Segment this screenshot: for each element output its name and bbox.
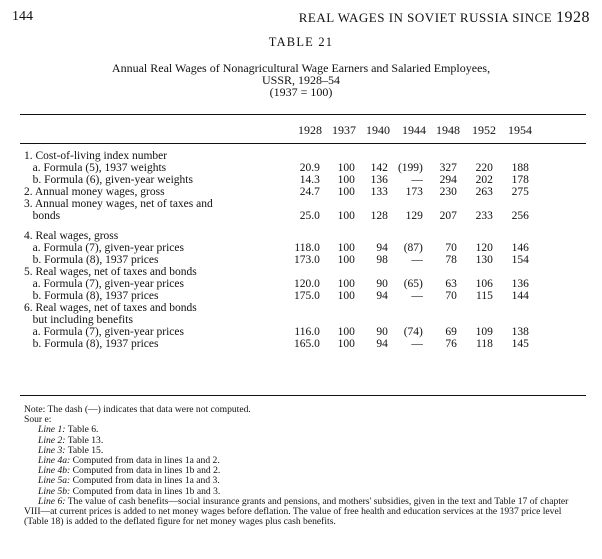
cell-1928: 118.0: [294, 241, 320, 254]
cell-1944: (74): [403, 326, 423, 339]
cell-1937: [320, 223, 355, 230]
note-dash: Note: The dash (—) indicates that data were not computed.: [24, 404, 251, 415]
cell-1948: [423, 198, 457, 210]
table-row: [24, 314, 529, 326]
cell-1952: 115: [476, 290, 493, 303]
cell-1928: 116.0: [294, 326, 320, 339]
cell-1954: 188: [511, 162, 529, 175]
cell-1940: 136: [370, 174, 388, 187]
cell-1937: [320, 150, 355, 162]
cell-1937: 100: [337, 210, 355, 223]
cell-1928: 120.0: [294, 277, 320, 290]
cell-1954: 136: [511, 277, 529, 290]
row-label: but including benefits: [24, 314, 133, 327]
cell-1954: [493, 150, 529, 162]
cell-1948: [423, 230, 457, 242]
cell-1954: 275: [511, 186, 529, 199]
source-line-text: Computed from data in lines 1a and 3.: [72, 475, 220, 487]
table-row: [24, 198, 529, 210]
row-label: [24, 223, 294, 230]
cell-1952: 130: [475, 253, 493, 266]
column-header: 1940: [366, 123, 390, 137]
table-notes: [24, 405, 584, 527]
cell-1944: [388, 198, 423, 210]
cell-1948: 207: [439, 210, 457, 223]
cell-1928: [294, 230, 320, 242]
row-label: 5. Real wages, net of taxes and bonds: [24, 265, 197, 278]
cell-1940: [355, 230, 388, 242]
table-row: [24, 210, 529, 222]
running-head-text: REAL WAGES IN SOVIET RUSSIA SINCE: [298, 10, 553, 25]
cell-1937: 100: [337, 253, 355, 266]
table-row: [24, 338, 529, 350]
cell-1928: 165.0: [294, 338, 320, 351]
column-header: 1944: [402, 123, 426, 137]
cell-1940: 94: [376, 290, 388, 303]
cell-1948: 230: [439, 186, 457, 199]
cell-1948: 294: [439, 174, 457, 187]
table-row: [24, 174, 529, 186]
row-label: 2. Annual money wages, gross: [24, 186, 165, 199]
column-header: 1937: [332, 123, 356, 137]
cell-1940: 90: [376, 277, 388, 290]
cell-1952: 109: [475, 326, 493, 339]
row-label: b. Formula (8), 1937 prices: [24, 338, 159, 351]
cell-1952: 118: [476, 338, 493, 351]
cell-1944: —: [411, 174, 423, 187]
row-label: 6. Real wages, net of taxes and bonds: [24, 302, 197, 315]
source-line-text: Table 15.: [67, 444, 104, 456]
top-rule: [20, 114, 586, 115]
cell-1954: [493, 302, 529, 314]
source-line-key: Line 3:: [38, 444, 66, 456]
cell-1940: 94: [376, 338, 388, 351]
cell-1954: 178: [511, 174, 529, 187]
cell-1948: [423, 302, 457, 314]
cell-1952: 120: [475, 241, 493, 254]
cell-1937: 100: [337, 174, 355, 187]
row-label: 4. Real wages, gross: [24, 229, 119, 242]
table-row: [24, 278, 529, 290]
cell-1944: [388, 314, 423, 326]
cell-1928: 24.7: [299, 186, 320, 199]
source-line: [24, 436, 584, 446]
cell-1928: [294, 198, 320, 210]
source-line-key: Line 2:: [38, 434, 66, 446]
table-row: [24, 223, 529, 230]
caption-line-2: USSR, 1928–54: [261, 73, 341, 87]
cell-1937: [320, 266, 355, 278]
row-label: 1. Cost-of-living index number: [24, 150, 168, 162]
cell-1948: 70: [445, 290, 457, 303]
cell-1944: 129: [405, 210, 423, 223]
source-line-key: Line 5a:: [38, 475, 71, 487]
column-header: 1954: [508, 123, 532, 137]
cell-1954: 144: [511, 290, 529, 303]
caption-line-1: Annual Real Wages of Nonagricultural Wage Earners and Salaried Employees,: [111, 61, 491, 75]
cell-1952: [457, 223, 493, 230]
cell-1928: [294, 150, 320, 162]
cell-1928: [294, 302, 320, 314]
cell-1937: 100: [337, 162, 355, 175]
table-title: TABLE 21: [268, 35, 334, 49]
column-headers: [0, 123, 602, 137]
cell-1954: [493, 198, 529, 210]
cell-1952: [457, 302, 493, 314]
running-head: [299, 9, 590, 27]
cell-1937: [320, 230, 355, 242]
row-label: b. Formula (8), 1937 prices: [24, 290, 159, 303]
caption-line-3: (1937 = 100): [269, 85, 333, 99]
cell-1948: 327: [439, 162, 457, 175]
source-line-key: Line 5b:: [38, 485, 71, 497]
cell-1937: 100: [337, 290, 355, 303]
cell-1952: 202: [475, 174, 493, 187]
row-label: bonds: [24, 210, 61, 223]
cell-1948: [423, 314, 457, 326]
line6-text: The value of cash benefits—social insurance grants and pensions, and mothers' subsidies, given in the text and Table 17 of chapter VIII—at current prices is added to net money wages before deflation. The value of free health and education services at the 1937 price level (Table 18) is added to the deflated figure for net money wages plus cash benefits.: [24, 495, 569, 528]
cell-1944: (65): [403, 277, 423, 290]
row-label: b. Formula (6), given-year weights: [24, 174, 193, 187]
cell-1948: 63: [445, 277, 457, 290]
cell-1948: 69: [445, 326, 457, 339]
source-heading: Sour e:: [24, 414, 52, 426]
line6-note: [24, 497, 584, 528]
cell-1937: 100: [337, 277, 355, 290]
cell-1928: 173.0: [294, 253, 320, 266]
table-row: [24, 290, 529, 302]
row-label: a. Formula (7), given-year prices: [24, 277, 184, 290]
source-line-key: Line 4b:: [38, 465, 71, 477]
cell-1940: 98: [376, 253, 388, 266]
source-line-text: Table 13.: [67, 434, 104, 446]
cell-1928: [294, 266, 320, 278]
cell-1937: [320, 198, 355, 210]
cell-1952: [457, 198, 493, 210]
source-line-text: Computed from data in lines 1b and 3.: [72, 485, 221, 497]
cell-1944: —: [411, 338, 423, 351]
cell-1952: [457, 150, 493, 162]
header-rule: [20, 143, 586, 144]
cell-1944: [388, 150, 423, 162]
cell-1940: [355, 314, 388, 326]
cell-1948: 70: [445, 241, 457, 254]
row-label: b. Formula (8), 1937 prices: [24, 253, 159, 266]
cell-1944: [388, 223, 423, 230]
cell-1952: 263: [475, 186, 493, 199]
cell-1940: [355, 150, 388, 162]
row-label: a. Formula (5), 1937 weights: [24, 162, 167, 175]
cell-1954: [493, 266, 529, 278]
source-lines: [24, 425, 584, 496]
cell-1928: 20.9: [299, 162, 320, 175]
cell-1954: 154: [511, 253, 529, 266]
cell-1940: 90: [376, 326, 388, 339]
cell-1928: 14.3: [299, 174, 320, 187]
page-number: 144: [12, 9, 33, 24]
cell-1952: [457, 266, 493, 278]
table-row: [24, 266, 529, 278]
table-row: [24, 302, 529, 314]
cell-1954: 145: [511, 338, 529, 351]
cell-1954: [493, 314, 529, 326]
cell-1944: [388, 230, 423, 242]
table-caption: [0, 62, 602, 98]
cell-1952: 220: [475, 162, 493, 175]
source-line: [24, 425, 584, 435]
cell-1952: 233: [475, 210, 493, 223]
cell-1937: 100: [337, 338, 355, 351]
cell-1944: [388, 266, 423, 278]
cell-1940: 133: [370, 186, 388, 199]
cell-1940: [355, 223, 388, 230]
source-line-key: Line 1:: [38, 424, 66, 436]
table-row: [24, 162, 529, 174]
cell-1954: 146: [511, 241, 529, 254]
row-label: 3. Annual money wages, net of taxes and: [24, 198, 213, 211]
bottom-rule: [20, 395, 586, 396]
cell-1937: [320, 314, 355, 326]
cell-1928: 25.0: [299, 210, 320, 223]
cell-1954: [493, 223, 529, 230]
table-row: [24, 242, 529, 254]
cell-1928: [294, 223, 320, 230]
cell-1948: [423, 266, 457, 278]
cell-1928: 175.0: [294, 290, 320, 303]
cell-1944: —: [411, 253, 423, 266]
cell-1944: [388, 302, 423, 314]
source-line-text: Computed from data in lines 1a and 2.: [72, 455, 220, 467]
cell-1940: [355, 266, 388, 278]
table-row: [24, 254, 529, 266]
cell-1954: 256: [511, 210, 529, 223]
cell-1948: 78: [445, 253, 457, 266]
cell-1937: [320, 302, 355, 314]
source-line-text: Table 6.: [67, 424, 99, 436]
table-row: [24, 150, 529, 162]
table-row: [24, 326, 529, 338]
cell-1948: [423, 223, 457, 230]
cell-1948: 76: [445, 338, 457, 351]
cell-1952: [457, 314, 493, 326]
row-label: a. Formula (7), given-year prices: [24, 326, 184, 339]
cell-1944: (199): [397, 162, 423, 175]
running-head-year: 1928: [556, 9, 590, 26]
cell-1952: [457, 230, 493, 242]
cell-1937: 100: [337, 241, 355, 254]
cell-1944: —: [411, 290, 423, 303]
cell-1954: 138: [511, 326, 529, 339]
cell-1940: 128: [370, 210, 388, 223]
source-line-text: Computed from data in lines 1b and 2.: [72, 465, 221, 477]
cell-1944: 173: [405, 186, 423, 199]
cell-1940: [355, 198, 388, 210]
column-header: 1928: [298, 123, 322, 137]
data-table: [24, 150, 529, 351]
column-header: 1952: [472, 123, 496, 137]
line6-key: Line 6:: [38, 495, 66, 507]
cell-1940: 142: [370, 162, 388, 175]
source-line-key: Line 4a:: [38, 455, 71, 467]
page-header: [12, 9, 590, 27]
cell-1940: 94: [376, 241, 388, 254]
cell-1937: 100: [337, 326, 355, 339]
cell-1937: 100: [337, 186, 355, 199]
cell-1952: 106: [475, 277, 493, 290]
table-row: [24, 186, 529, 198]
cell-1948: [423, 150, 457, 162]
row-label: a. Formula (7), given-year prices: [24, 241, 184, 254]
column-header: 1948: [436, 123, 460, 137]
table-row: [24, 230, 529, 242]
cell-1954: [493, 230, 529, 242]
cell-1940: [355, 302, 388, 314]
cell-1928: [294, 314, 320, 326]
cell-1944: (87): [403, 241, 423, 254]
